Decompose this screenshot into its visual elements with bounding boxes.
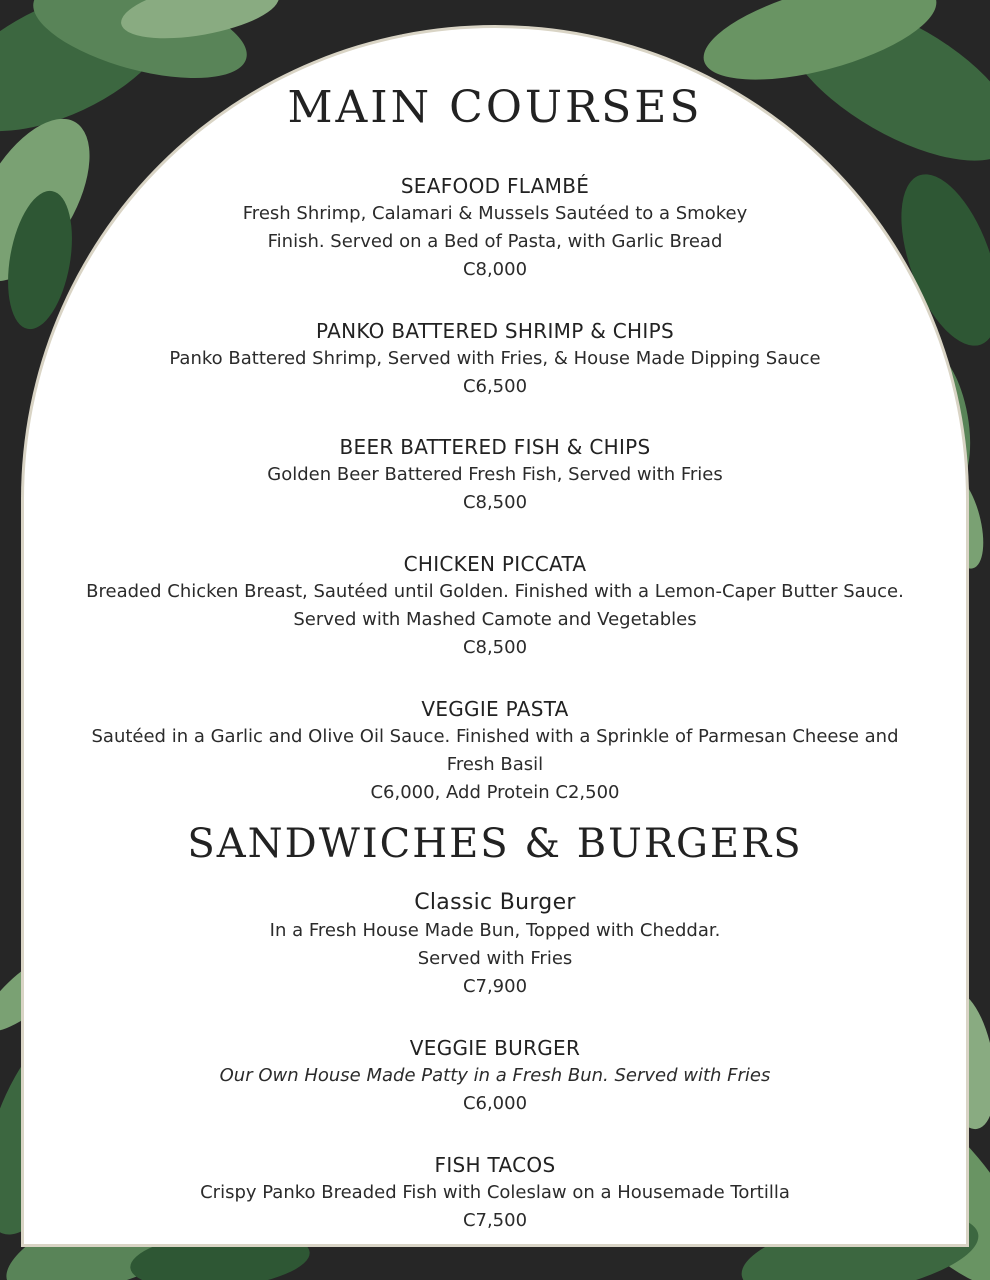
- menu-item: [24, 550, 966, 662]
- item-description: Breaded Chicken Breast, Sautéed until Golden. Finished with a Lemon-Caper Butter Sauce.: [86, 581, 904, 602]
- item-description: Finish. Served on a Bed of Pasta, with Garlic Bread: [267, 231, 723, 252]
- item-price: C8,500: [462, 492, 528, 513]
- item-name: BEER BATTERED FISH & CHIPS: [339, 435, 651, 459]
- item-price: C8,500: [462, 637, 528, 658]
- menu-item: [24, 889, 966, 1001]
- item-name: CHICKEN PICCATA: [403, 552, 587, 576]
- item-description: Fresh Basil: [446, 754, 544, 775]
- item-description: Served with Fries: [417, 948, 573, 969]
- menu-item: [24, 433, 966, 517]
- item-price: C6,000, Add Protein C2,500: [370, 782, 620, 803]
- item-price: C8,000: [462, 259, 528, 280]
- menu-item: [24, 172, 966, 284]
- sandwiches-burgers-title: SANDWICHES & BURGERS: [187, 821, 803, 867]
- item-price: C7,900: [462, 976, 528, 997]
- menu-item: [24, 695, 966, 807]
- main-courses-title: MAIN COURSES: [287, 82, 703, 133]
- item-description: Panko Battered Shrimp, Served with Fries, & House Made Dipping Sauce: [169, 348, 821, 369]
- item-description: Sautéed in a Garlic and Olive Oil Sauce. Finished with a Sprinkle of Parmesan Cheese and: [91, 726, 899, 747]
- item-description: Crispy Panko Breaded Fish with Coleslaw on a Housemade Tortilla: [200, 1182, 790, 1203]
- item-price: C7,500: [462, 1210, 528, 1231]
- item-name: Classic Burger: [414, 890, 576, 915]
- item-price: C6,000: [462, 1093, 528, 1114]
- item-name: PANKO BATTERED SHRIMP & CHIPS: [316, 319, 674, 343]
- item-name: SEAFOOD FLAMBÉ: [400, 174, 590, 198]
- item-name: VEGGIE BURGER: [409, 1036, 581, 1060]
- item-description: Our Own House Made Patty in a Fresh Bun. Served with Fries: [219, 1065, 771, 1086]
- item-description: Golden Beer Battered Fresh Fish, Served with Fries: [267, 464, 723, 485]
- item-description: Served with Mashed Camote and Vegetables: [293, 609, 697, 630]
- menu-item: [24, 1151, 966, 1235]
- menu-content: [24, 0, 966, 1280]
- item-description: In a Fresh House Made Bun, Topped with Cheddar.: [269, 920, 721, 941]
- item-description: Fresh Shrimp, Calamari & Mussels Sautéed to a Smokey: [242, 203, 748, 224]
- menu-item: [24, 1034, 966, 1118]
- item-name: FISH TACOS: [434, 1153, 556, 1177]
- item-name: VEGGIE PASTA: [421, 697, 569, 721]
- menu-item: [24, 317, 966, 401]
- item-price: C6,500: [462, 376, 528, 397]
